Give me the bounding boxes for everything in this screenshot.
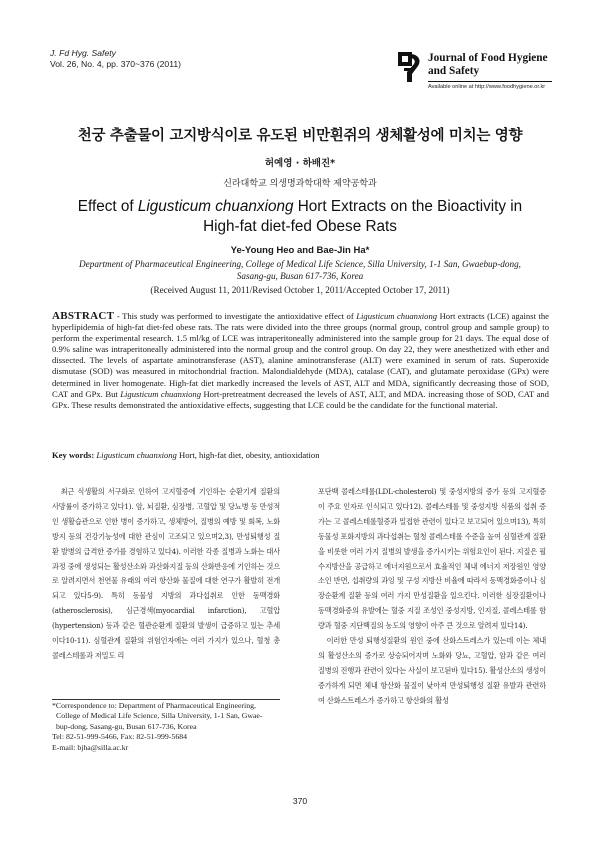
body-paragraph: 최근 식생활의 서구화로 인하여 고지혈증에 기인하는 순환기계 질환의 사망률이 증가하고 있다1). 암, 뇌질환, 심장병, 고혈압 및 당뇨병 등 만성적인 생활습관으로 인한 병이 증가하고, 생체방어, 질병의 예방 및 회복, 노화 방지 등의 건강기능성에 대한 관심이 고조되고 있으며2,3), 만성퇴행성 질환 발병의 급격한 증가를 경험하고 있다4). 이러한 각종 질병과 노화는 대사 과정 중에 생성되는 활성산소와 과산화지질 등의 산화반응에 기인하는 것으로 알려지면서 천연물 유래의 여러 항산화 물질에 대한 연구가 활발히 전개되고 있다5-9). 특히 동물성 지방의 과다섭취로 인한 동맥경화(atherosclerosis), 심근경색(myocardial infarction), 고혈압(hypertension) 등과 같은 혈관순환계 질환의 발생이 급증하고 있는 추세이다10-11). 심혈관계 질환의 위험인자에는 여러 가지가 있으나, 혈청 총 콜레스테롤과 저밀도 리 [52, 487, 280, 660]
abstract-text: Hort-pretreatment decreased the levels of AST, ALT, and MDA. increasing those of SOD, CAT and GPx. These results demonstrated the antioxidative effects, suggesting that LCE could be the candidate for the functional material. [52, 388, 549, 410]
logo-divider [428, 81, 552, 82]
english-title-species: Ligusticum chuanxiong [137, 198, 294, 215]
abstract-text: Hort extracts (LCE) against the hyperlipidemia of high-fat diet-fed obese rats. The rats were divided into the three groups (normal group, control group and sample group) to perform the experimental research. 1.5 ml/kg of LCE was intraperitoneally administered into the sample group for 21 days. The equal dose of 0.9% saline was intraperitoneally administered into the normal group and the control group. On day 22, they were anesthetized with ether and dissected. The levels of aspartate aminotransferase (AST), alanine aminotransferase (ALT) were examined in serum of rats. Superoxide dismutase (SOD) was measured in mitochondrial fraction. Malondialdehyde (MDA), catalase (CAT), and glutamate peroxidase (GPx) were determined in liver homogenate. High-fat diet markedly increased the levels of AST, ALT and MDA, significantly decreasing those of SOD, CAT and GPx. But [52, 311, 549, 399]
footnote-line: *Correspondence to: Department of Pharmaceutical Engineering, [52, 701, 256, 710]
page-number: 370 [292, 796, 308, 806]
footnote-contact: Tel: 82-51-999-5466, Fax: 82-51-999-5684 [52, 732, 188, 742]
body-paragraph: 포단백 콜레스테롤(LDL-cholesterol) 및 중성지방의 증가 등의 고지혈증이 주요 인자로 인식되고 있다12). 콜레스테롤 및 중성지방 식품의 섭취 증가는 고 콜레스테롤혈증과 밀접한 관련이 있다고 보고되어 있으며13), 특히 동물성 포화지방의 과다섭취는 혈청 콜레스테롤 수준을 높여 심혈관계 질환을 비롯한 여러 가지 질병의 발생을 증가시키는 위험요인이 된다. 지질은 필수지방산을 공급하고 에너지원으로서 효율적인 체내 에너지 저장원인 영양소인 반면, 섭취량의 과잉 및 구성 지방산 비율에 따라서 동맥경화증이나 심장순환계 질환 등의 여러 가지 만성질환을 일으킨다. 이러한 심장질환이나 동맥경화증의 유발에는 혈중 지질 조성인 중성지방, 인지질, 콜레스테롤 함량과 혈중 지단백질의 농도의 영향이 아주 큰 것으로 알려져 있다14). [318, 487, 546, 631]
korean-title: 천궁 추출물이 고지방식이로 유도된 비만흰쥐의 생체활성에 미치는 영향 [77, 128, 523, 144]
english-title-part: Effect of [77, 198, 138, 215]
korean-authors: 허예영 · 하배진* [264, 158, 336, 169]
journal-logo [396, 42, 554, 100]
footnote-divider [52, 699, 280, 700]
english-title [60, 197, 540, 237]
keywords-label: Key words: [52, 450, 95, 460]
abstract-label: ABSTRACT [52, 310, 115, 322]
journal-logo-icon [396, 50, 424, 84]
volume-pages: Vol. 26, No. 4, pp. 370~376 (2011) [50, 59, 181, 69]
keywords-list: Hort, high-fat diet, obesity, antioxidation [176, 450, 320, 460]
logo-title-line1: Journal of Food Hygiene [428, 52, 548, 64]
received-dates: (Received August 11, 2011/Revised October 1, 2011/Accepted October 17, 2011) [150, 285, 450, 295]
journal-url: Available online at http://www.foodhygiene.or.kr [428, 84, 546, 90]
logo-title [428, 52, 548, 78]
english-title-part: Hort Extracts on the Bioactivity in High-fat diet-fed Obese Rats [203, 198, 523, 235]
footnote-line: bup-dong, Sasang-gu, Busan 617-736, Korea [56, 721, 197, 731]
english-affiliation: Department of Pharmaceutical Engineering, College of Medical Life Science, Silla University, 1-1 San, Gwaebup-dong, Sasang-gu, Busan 617-736, Korea [79, 259, 521, 281]
abstract-species: Ligusticum chuanxiong [120, 388, 201, 399]
abstract-species: Ligusticum chuanxiong [356, 311, 438, 321]
journal-citation [50, 48, 181, 70]
abstract [52, 311, 549, 411]
journal-abbrev: J. Fd Hyg. Safety [50, 48, 116, 58]
footnote-email: E-mail: bjha@silla.ac.kr [52, 742, 129, 752]
body-column-right [318, 485, 546, 838]
korean-affiliation: 신라대학교 의생명과학대학 제약공학과 [223, 179, 377, 189]
abstract-text: - This study was performed to investigate the antioxidative effect of [114, 311, 357, 321]
footnote-line: College of Medical Life Science, Silla University, 1-1 San, Gwae- [56, 711, 263, 721]
correspondence-footnote [52, 701, 284, 753]
logo-title-line2: and Safety [428, 65, 480, 77]
keywords-species: Ligusticum chuanxiong [96, 450, 177, 460]
keywords [52, 450, 549, 460]
body-paragraph: 이러한 만성 퇴행성질환의 원인 중에 산화스트레스가 있는데 이는 체내의 활성산소의 증가로 상승되어지며 노화와 당뇨, 고혈압, 암과 같은 여러 질병의 진행과 관련이 있다는 사실이 보고된바 있다15). 활성산소의 생성이 증가하게 되면 체내 항산화 물질이 낮아져 만성퇴행성 질환 유발과 관련하여 산화스트레스가 증가하고 항산화의 활성 [318, 636, 546, 705]
english-authors: Ye-Young Heo and Bae-Jin Ha* [230, 245, 370, 256]
body-column-left [52, 485, 280, 670]
